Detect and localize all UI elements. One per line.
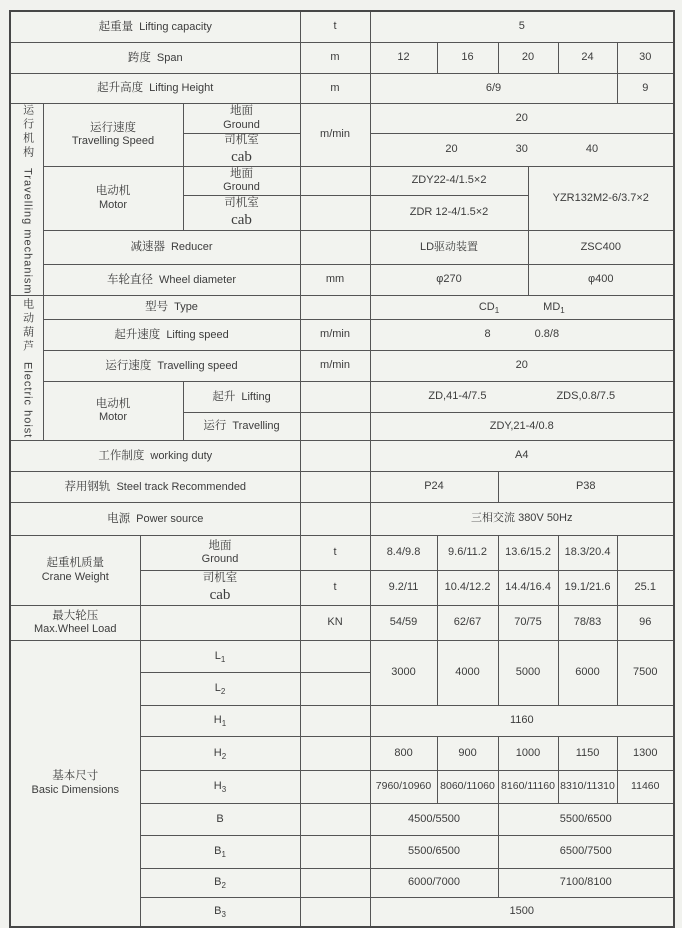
travel-motor-cab-unit-empty — [300, 196, 370, 231]
ground-label-en: Ground — [223, 118, 260, 131]
travelling-speed-cab-values — [370, 134, 674, 167]
row-travelling-speed-ground — [10, 104, 674, 134]
crane-spec-table — [9, 10, 675, 928]
power-source-unit-empty — [300, 503, 370, 536]
dim-l-v2: 4000 — [437, 641, 498, 706]
hoist-travelling-speed-label-zh: 运行速度 — [105, 359, 152, 372]
reducer-unit-empty — [300, 231, 370, 265]
dim-h3-v2: 8060/11060 — [437, 771, 498, 804]
hoist-lifting-speed-label — [43, 320, 300, 351]
cab-label-en: cab — [231, 148, 252, 165]
ground-label-en: Ground — [223, 181, 260, 194]
span-value-24: 24 — [558, 43, 617, 74]
hoist-motor-lifting-b: ZDS,0.8/7.5 — [556, 390, 616, 403]
section-electric-hoist-zh: 电动葫芦 — [21, 297, 34, 354]
power-source-label-zh: 电源 — [107, 512, 131, 525]
span-label — [10, 43, 300, 74]
section-travelling-mechanism-zh: 运行机构 — [21, 104, 34, 161]
dim-h1-unit-empty — [300, 706, 370, 737]
dim-b-unit-empty — [300, 804, 370, 836]
travelling-speed-label-zh: 运行速度 — [90, 121, 136, 134]
section-electric-hoist — [10, 296, 43, 441]
lifting-capacity-label — [10, 11, 300, 43]
cab-speed-30: 30 — [515, 143, 528, 156]
hoist-motor-lifting-value — [370, 382, 674, 413]
hoist-motor-lifting-a: ZD,41-4/7.5 — [428, 390, 487, 403]
lifting-height-label-zh: 起升高度 — [97, 82, 144, 95]
dim-l-v1: 3000 — [370, 641, 437, 706]
dim-l1-unit-empty — [300, 641, 370, 673]
dim-h3-v3: 8160/11160 — [498, 771, 558, 804]
reducer-value-left: LD驱动装置 — [370, 231, 528, 265]
basic-dimensions-label — [10, 641, 140, 928]
hoist-motor-travelling-value: ZDY,21-4/0.8 — [370, 413, 674, 441]
wheel-diameter-value-left: φ270 — [370, 265, 528, 296]
max-wheel-load-v2: 62/67 — [437, 606, 498, 641]
dim-b1-value-right: 6500/7500 — [498, 836, 674, 869]
travelling-speed-ground-label — [183, 104, 300, 134]
dim-l2-label: $L_2$ — [140, 673, 300, 706]
steel-track-label-en: Steel track Recommended — [116, 480, 247, 493]
hoist-travelling-speed-label-en: Travelling speed — [157, 359, 238, 372]
crane-weight-ground-v4: 18.3/20.4 — [558, 536, 617, 571]
dim-l1-label: $L_1$ — [140, 641, 300, 673]
hoist-lifting-speed-label-zh: 起升速度 — [114, 328, 161, 341]
hoist-motor-travelling-label — [183, 413, 300, 441]
hoist-motor-label — [43, 382, 183, 441]
wheel-diameter-value-right: φ400 — [528, 265, 674, 296]
span-value-30: 30 — [617, 43, 674, 74]
dim-h3-v1: 7960/10960 — [370, 771, 437, 804]
crane-weight-ground-label — [140, 536, 300, 571]
travel-motor-ground-label — [183, 167, 300, 196]
dim-h1-value: 1160 — [370, 706, 674, 737]
hoist-lifting-speed-b: 0.8/8 — [534, 328, 560, 341]
dim-b2-value-right: 7100/8100 — [498, 869, 674, 898]
hoist-travelling-speed-value: 20 — [370, 351, 674, 382]
row-working-duty — [10, 441, 674, 472]
hoist-type-value — [370, 296, 674, 320]
dim-h2-label: $H_2$ — [140, 737, 300, 771]
reducer-label-en: Reducer — [170, 241, 213, 254]
dim-h3-v5: 11460 — [617, 771, 674, 804]
dim-h2-v3: 1000 — [498, 737, 558, 771]
lifting-height-unit: m — [300, 74, 370, 104]
hoist-type-unit-empty — [300, 296, 370, 320]
span-value-20: 20 — [498, 43, 558, 74]
lifting-capacity-value: 5 — [370, 11, 674, 43]
dim-l-v3: 5000 — [498, 641, 558, 706]
travelling-speed-ground-value: 20 — [370, 104, 674, 134]
dim-h2-v2: 900 — [437, 737, 498, 771]
hoist-motor-lifting-label-zh: 起升 — [212, 390, 236, 403]
working-duty-label-zh: 工作制度 — [98, 449, 145, 462]
hoist-lifting-speed-unit: m/min — [300, 320, 370, 351]
travelling-speed-cab-label — [183, 134, 300, 167]
hoist-lifting-speed-a: 8 — [484, 328, 491, 341]
lifting-capacity-unit: t — [300, 11, 370, 43]
lifting-height-label-en: Lifting Height — [149, 82, 214, 95]
row-wheel-diameter — [10, 265, 674, 296]
working-duty-label — [10, 441, 300, 472]
lifting-height-label — [10, 74, 300, 104]
dim-b3-unit-empty — [300, 898, 370, 928]
hoist-lifting-speed-value — [370, 320, 674, 351]
cab-label-zh: 司机室 — [202, 572, 238, 585]
max-wheel-load-v3: 70/75 — [498, 606, 558, 641]
row-max-wheel-load — [10, 606, 674, 641]
dim-l-v4: 6000 — [558, 641, 617, 706]
lifting-height-value-last: 9 — [617, 74, 674, 104]
reducer-value-right: ZSC400 — [528, 231, 674, 265]
max-wheel-load-v1: 54/59 — [370, 606, 437, 641]
dim-h2-v4: 1150 — [558, 737, 617, 771]
span-value-12: 12 — [370, 43, 437, 74]
travel-motor-ground-unit-empty — [300, 167, 370, 196]
dim-h2-unit-empty — [300, 737, 370, 771]
max-wheel-load-sublabel-empty — [140, 606, 300, 641]
wheel-diameter-label — [43, 265, 300, 296]
travel-motor-label-zh: 电动机 — [95, 185, 131, 197]
steel-track-unit-empty — [300, 472, 370, 503]
hoist-motor-travelling-unit-empty — [300, 413, 370, 441]
max-wheel-load-label-en: Max.Wheel Load — [33, 623, 117, 636]
hoist-motor-lifting-label-en: Lifting — [241, 390, 271, 403]
dim-b-label: B — [140, 804, 300, 836]
row-lifting-capacity — [10, 11, 674, 43]
max-wheel-load-label — [10, 606, 140, 641]
dim-h2-v5: 1300 — [617, 737, 674, 771]
cab-speed-40: 40 — [585, 143, 599, 156]
travel-motor-merged-value: YZR132M2-6/3.7×2 — [528, 167, 674, 231]
crane-weight-ground-unit: t — [300, 536, 370, 571]
span-label-zh: 跨度 — [127, 51, 151, 64]
ground-label-zh: 地面 — [208, 539, 232, 552]
dim-b1-value-left: 5500/6500 — [370, 836, 498, 869]
span-value-16: 16 — [437, 43, 498, 74]
working-duty-label-en: working duty — [150, 449, 213, 462]
steel-track-value-right: P38 — [498, 472, 674, 503]
lifting-capacity-label-zh: 起重量 — [98, 20, 134, 33]
row-crane-weight-ground — [10, 536, 674, 571]
row-hoist-type — [10, 296, 674, 320]
working-duty-unit-empty — [300, 441, 370, 472]
travel-motor-label-en: Motor — [98, 198, 128, 211]
ground-label-zh: 地面 — [230, 105, 253, 117]
cab-label-en: cab — [209, 586, 231, 603]
power-source-label — [10, 503, 300, 536]
crane-weight-label — [10, 536, 140, 606]
row-dim-l1 — [10, 641, 674, 673]
hoist-type-cd1: $CD_1$ — [478, 300, 500, 315]
cab-label-en: cab — [231, 211, 252, 228]
wheel-diameter-unit: mm — [300, 265, 370, 296]
crane-weight-cab-v5: 25.1 — [617, 571, 674, 606]
row-power-source — [10, 503, 674, 536]
crane-weight-ground-v3: 13.6/15.2 — [498, 536, 558, 571]
dim-b1-label: $B_1$ — [140, 836, 300, 869]
row-lifting-height — [10, 74, 674, 104]
dim-l2-unit-empty — [300, 673, 370, 706]
dim-h3-label: $H_3$ — [140, 771, 300, 804]
hoist-type-label — [43, 296, 300, 320]
travel-motor-label — [43, 167, 183, 231]
row-steel-track — [10, 472, 674, 503]
hoist-motor-label-zh: 电动机 — [95, 397, 131, 410]
span-unit: m — [300, 43, 370, 74]
dim-b2-unit-empty — [300, 869, 370, 898]
crane-weight-ground-v2: 9.6/11.2 — [437, 536, 498, 571]
basic-dimensions-label-en: Basic Dimensions — [31, 783, 119, 796]
crane-weight-cab-v3: 14.4/16.4 — [498, 571, 558, 606]
hoist-type-md1: $MD_1$ — [543, 300, 565, 315]
hoist-motor-travelling-label-zh: 运行 — [203, 420, 227, 433]
max-wheel-load-v4: 78/83 — [558, 606, 617, 641]
cab-speed-20: 20 — [445, 143, 458, 156]
cab-label-zh: 司机室 — [224, 134, 259, 147]
crane-weight-label-zh: 起重机质量 — [46, 557, 104, 569]
row-reducer — [10, 231, 674, 265]
crane-weight-cab-v4: 19.1/21.6 — [558, 571, 617, 606]
span-label-en: Span — [156, 51, 183, 64]
crane-weight-cab-v2: 10.4/12.2 — [437, 571, 498, 606]
travel-motor-ground-value: ZDY22-4/1.5×2 — [370, 167, 528, 196]
hoist-travelling-speed-label — [43, 351, 300, 382]
travel-motor-cab-label — [183, 196, 300, 231]
travelling-speed-unit: m/min — [300, 104, 370, 167]
wheel-diameter-label-en: Wheel diameter — [158, 273, 237, 286]
dim-h2-v1: 800 — [370, 737, 437, 771]
steel-track-label-zh: 荐用钢轨 — [64, 480, 111, 493]
crane-weight-cab-unit: t — [300, 571, 370, 606]
travelling-speed-label — [43, 104, 183, 167]
crane-weight-ground-v5 — [617, 536, 674, 571]
crane-weight-cab-v1: 9.2/11 — [370, 571, 437, 606]
row-hoist-lifting-speed — [10, 320, 674, 351]
dim-b-value-left: 4500/5500 — [370, 804, 498, 836]
hoist-type-label-zh: 型号 — [145, 301, 169, 314]
max-wheel-load-label-zh: 最大轮压 — [52, 609, 99, 622]
dim-b3-label: $B_3$ — [140, 898, 300, 928]
hoist-motor-travelling-label-en: Travelling — [232, 420, 280, 433]
power-source-value: 三相交流 380V 50Hz — [370, 503, 674, 536]
hoist-motor-lifting-unit-empty — [300, 382, 370, 413]
section-travelling-mechanism-en: Travelling mechanism — [21, 168, 34, 295]
lifting-height-value-main: 6/9 — [370, 74, 617, 104]
dim-h3-unit-empty — [300, 771, 370, 804]
row-hoist-travelling-speed — [10, 351, 674, 382]
hoist-travelling-speed-unit: m/min — [300, 351, 370, 382]
wheel-diameter-label-zh: 车轮直径 — [106, 273, 153, 286]
dim-b1-unit-empty — [300, 836, 370, 869]
travelling-speed-label-en: Travelling Speed — [71, 135, 155, 148]
steel-track-value-left: P24 — [370, 472, 498, 503]
hoist-motor-label-en: Motor — [98, 411, 128, 424]
row-span — [10, 43, 674, 74]
row-travel-motor-ground — [10, 167, 674, 196]
section-electric-hoist-en: Electric hoist — [21, 361, 34, 439]
row-hoist-motor-lifting — [10, 382, 674, 413]
max-wheel-load-unit: KN — [300, 606, 370, 641]
steel-track-label — [10, 472, 300, 503]
ground-label-zh: 地面 — [230, 167, 253, 180]
hoist-motor-lifting-label — [183, 382, 300, 413]
crane-weight-cab-label — [140, 571, 300, 606]
power-source-label-en: Power source — [136, 512, 204, 525]
working-duty-value: A4 — [370, 441, 674, 472]
reducer-label-zh: 减速器 — [130, 241, 165, 254]
dim-b2-value-left: 6000/7000 — [370, 869, 498, 898]
hoist-lifting-speed-label-en: Lifting speed — [166, 328, 229, 341]
reducer-label — [43, 231, 300, 265]
crane-weight-label-en: Crane Weight — [41, 570, 109, 583]
section-travelling-mechanism — [10, 104, 43, 296]
dim-b3-value: 1500 — [370, 898, 674, 928]
ground-label-en: Ground — [201, 553, 239, 566]
hoist-type-label-en: Type — [174, 301, 198, 314]
travel-motor-cab-value: ZDR 12-4/1.5×2 — [370, 196, 528, 231]
max-wheel-load-v5: 96 — [617, 606, 674, 641]
dim-b2-label: $B_2$ — [140, 869, 300, 898]
cab-label-zh: 司机室 — [224, 197, 259, 210]
basic-dimensions-label-zh: 基本尺寸 — [52, 770, 99, 782]
dim-h1-label: $H_1$ — [140, 706, 300, 737]
lifting-capacity-label-en: Lifting capacity — [139, 20, 212, 33]
dim-b-value-right: 5500/6500 — [498, 804, 674, 836]
dim-h3-v4: 8310/11310 — [558, 771, 617, 804]
dim-l-v5: 7500 — [617, 641, 674, 706]
crane-weight-ground-v1: 8.4/9.8 — [370, 536, 437, 571]
